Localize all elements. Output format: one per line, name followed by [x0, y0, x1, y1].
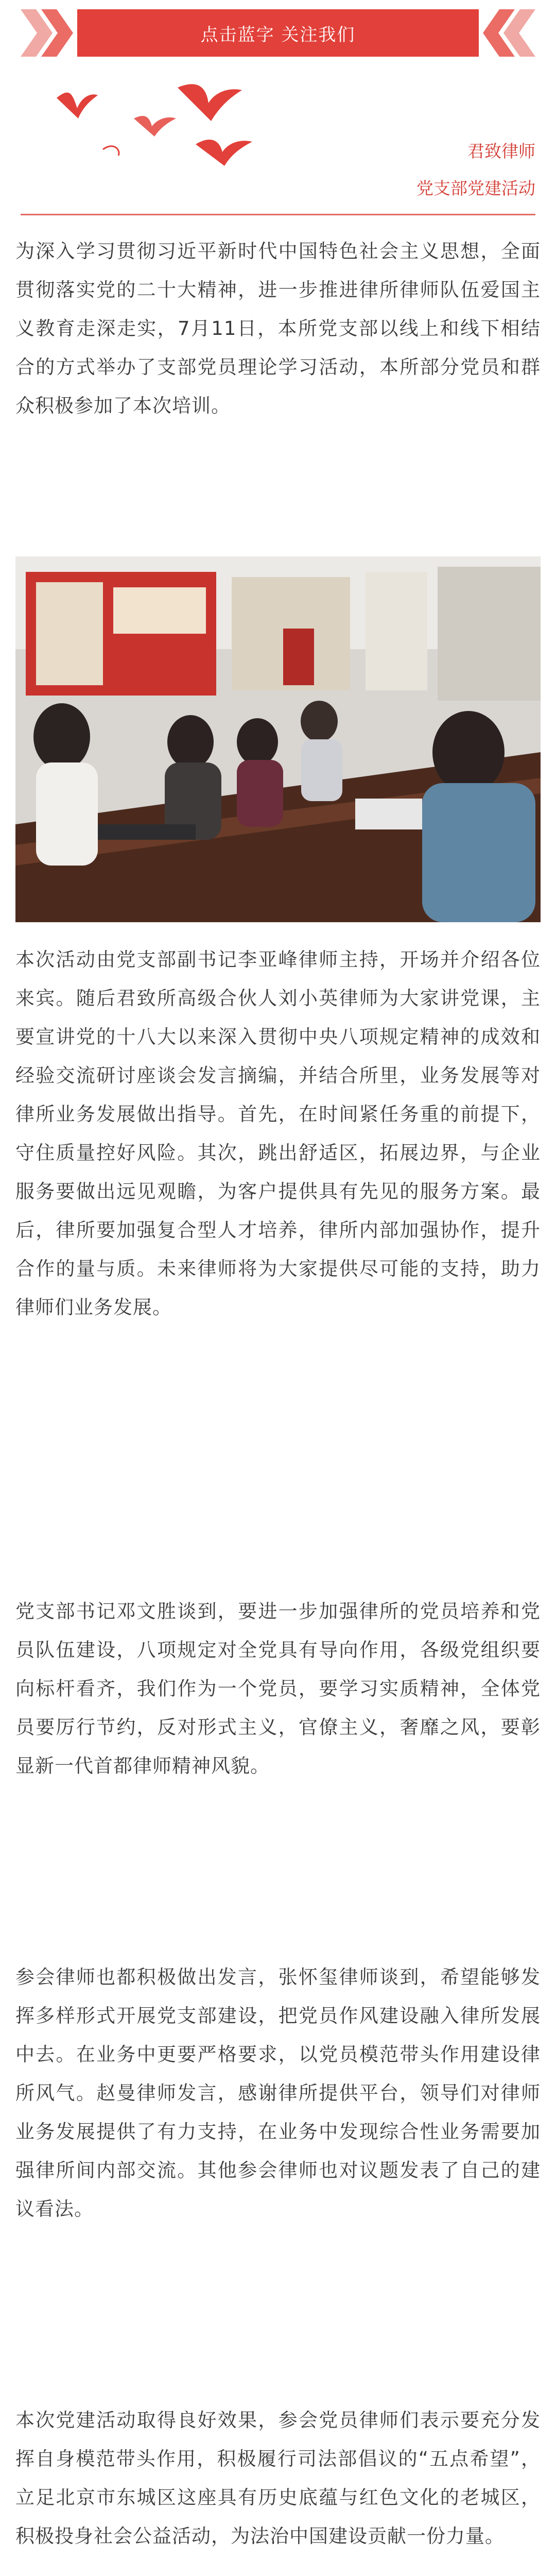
follow-banner[interactable]	[21, 9, 535, 57]
org-name: 君致律师	[467, 141, 535, 161]
paragraph-summary: 本次党建活动取得良好效果，参会党员律师们表示要充分发挥自身模范带头作用，积极履行司法部倡议的“五点希望”，立足北京市东城区这座具有历史底蕴与红色文化的老城区，积极投身社会公益活动，为法治中国建设贡献一份力量。	[15, 2409, 541, 2547]
doves-icon	[41, 77, 257, 175]
paragraph-discussion: 参会律师也都积极做出发言，张怀玺律师谈到，希望能够发挥多样形式开展党支部建设，把党员作风建设融入律所发展中去。在业务中更要严格要求，以党员模范带头作用建设律所风气。赵曼律师发言，感谢律所提供平台，领导们对律师业务发展提供了有力支持，在业务中发现综合性业务需要加强律所间内部交流。其他参会律师也对议题发表了自己的建议看法。	[15, 1966, 541, 2220]
paragraph-secretary: 党支部书记邓文胜谈到，要进一步加强律所的党员培养和党员队伍建设，八项规定对全党具有导向作用，各级党组织要向标杆看齐，我们作为一个党员，要学习实质精神，全体党员要厉行节约，反对形式主义，官僚主义，奢靡之风，要彰显新一代首都律师精神风貌。	[15, 1600, 541, 1777]
org-signature	[416, 133, 535, 207]
org-department: 党支部党建活动	[416, 178, 535, 198]
paragraph-lecture: 本次活动由党支部副书记李亚峰律师主持，开场并介绍各位来宾。随后君致所高级合伙人刘小英律师为大家讲党课，主要宣讲党的十八大以来深入贯彻中央八项规定精神的成效和经验交流研讨座谈会发言摘编，并结合所里，业务发展等对律所业务发展做出指导。首先，在时间紧任务重的前提下，守住质量控好风险。其次，跳出舒适区，拓展边界，与企业服务要做出远见观瞻，为客户提供具有先见的服务方案。最后，律所要加强复合型人才培养，律所内部加强协作，提升合作的量与质。未来律师将为大家提供尽可能的支持，助力律师们业务发展。	[15, 948, 541, 1318]
follow-text: 点击蓝字 关注我们	[200, 24, 356, 45]
meeting-photo-1	[15, 556, 541, 922]
divider	[21, 214, 535, 215]
paragraph-intro: 为深入学习贯彻习近平新时代中国特色社会主义思想，全面贯彻落实党的二十大精神，进一步推进律所律师队伍爱国主义教育走深走实，7月11日，本所党支部以线上和线下相结合的方式举办了支部党员理论学习活动，本所部分党员和群众积极参加了本次培训。	[15, 240, 541, 417]
